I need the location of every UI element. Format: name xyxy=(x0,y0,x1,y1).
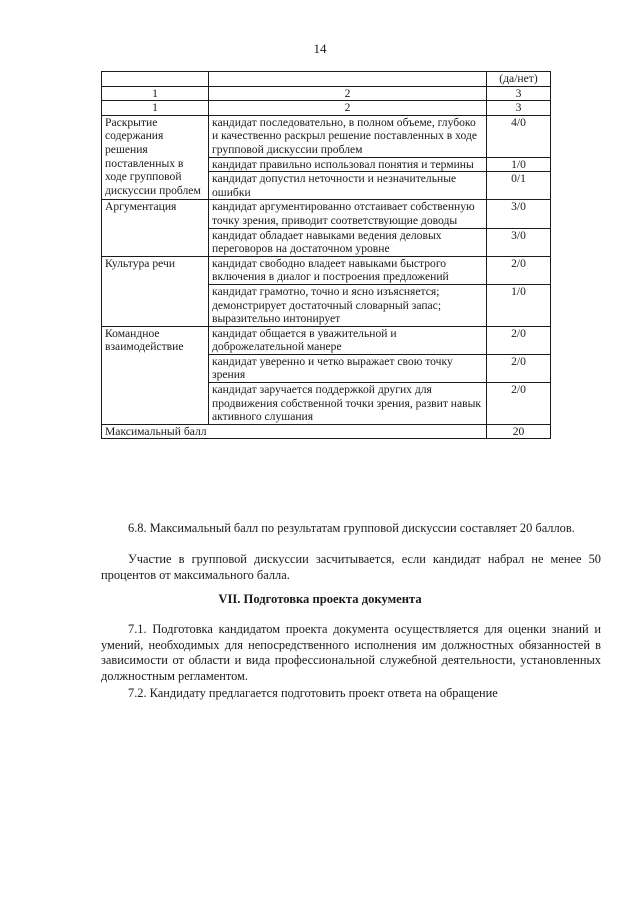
table-row xyxy=(102,115,551,157)
paragraph-6-8: 6.8. Максимальный балл по результатам групповой дискуссии составляет 20 баллов. xyxy=(128,521,575,535)
points-cell: 2/0 xyxy=(487,326,551,354)
paragraph-7-2: 7.2. Кандидату предлагается подготовить проект ответа на обращение xyxy=(128,686,498,700)
points-cell: 1/0 xyxy=(487,157,551,172)
criterion-cell: кандидат аргументированно отстаивает собственную точку зрения, приводит соответствующие доводы xyxy=(209,200,487,228)
points-cell: 0/1 xyxy=(487,172,551,200)
header-cell-yes-no: (да/нет) xyxy=(487,72,551,87)
column-number-row xyxy=(102,86,551,101)
points-cell: 3/0 xyxy=(487,228,551,256)
paragraph-7-1: 7.1. Подготовка кандидатом проекта документа осуществляется для оценки знаний и умений, необходимых для непосредственного исполнения им должностных обязанностей в зависимости от области и вида профессиональной служебной деятельности, установленных должностным регламентом. xyxy=(101,622,601,683)
table-row xyxy=(102,200,551,228)
points-cell: 3/0 xyxy=(487,200,551,228)
criterion-cell: кандидат допустил неточности и незначительные ошибки xyxy=(209,172,487,200)
column-number: 1 xyxy=(102,101,209,116)
criterion-cell: кандидат грамотно, точно и ясно изъясняется; демонстрирует достаточный словарный запас; выразительно интонирует xyxy=(209,284,487,326)
header-cell xyxy=(209,72,487,87)
column-number: 2 xyxy=(209,101,487,116)
points-cell: 4/0 xyxy=(487,115,551,157)
criterion-cell: кандидат общается в уважительной и доброжелательной манере xyxy=(209,326,487,354)
points-cell: 2/0 xyxy=(487,256,551,284)
points-cell: 2/0 xyxy=(487,383,551,425)
column-number: 1 xyxy=(102,86,209,101)
criterion-cell: кандидат свободно владеет навыками быстрого включения в диалог и построения предложений xyxy=(209,256,487,284)
total-label: Максимальный балл xyxy=(102,424,487,439)
category-cell: Культура речи xyxy=(102,256,209,326)
points-cell: 2/0 xyxy=(487,354,551,382)
section-title: VII. Подготовка проекта документа xyxy=(218,592,422,606)
column-number-row xyxy=(102,101,551,116)
criterion-cell: кандидат правильно использовал понятия и термины xyxy=(209,157,487,172)
criterion-cell: кандидат обладает навыками ведения деловых переговоров на достаточном уровне xyxy=(209,228,487,256)
page-number: 14 xyxy=(313,41,327,56)
column-number: 2 xyxy=(209,86,487,101)
table-row xyxy=(102,256,551,284)
criterion-cell: кандидат заручается поддержкой других для продвижения собственной точки зрения, развит навык активного слушания xyxy=(209,383,487,425)
points-cell: 1/0 xyxy=(487,284,551,326)
category-cell: Аргументация xyxy=(102,200,209,256)
table-row xyxy=(102,326,551,354)
paragraph-participation: Участие в групповой дискуссии засчитывается, если кандидат набрал не менее 50 процентов от максимального балла. xyxy=(101,552,601,582)
category-cell: Командное взаимодействие xyxy=(102,326,209,424)
total-value: 20 xyxy=(487,424,551,439)
criterion-cell: кандидат последовательно, в полном объеме, глубоко и качественно раскрыл решение поставленных в ходе групповой дискуссии проблем xyxy=(209,115,487,157)
criteria-table xyxy=(101,71,551,439)
column-number: 3 xyxy=(487,86,551,101)
total-row xyxy=(102,424,551,439)
column-number: 3 xyxy=(487,101,551,116)
category-cell: Раскрытие содержания решения поставленных в ходе групповой дискуссии проблем xyxy=(102,115,209,200)
criterion-cell: кандидат уверенно и четко выражает свою точку зрения xyxy=(209,354,487,382)
header-row xyxy=(102,72,551,87)
header-cell xyxy=(102,72,209,87)
